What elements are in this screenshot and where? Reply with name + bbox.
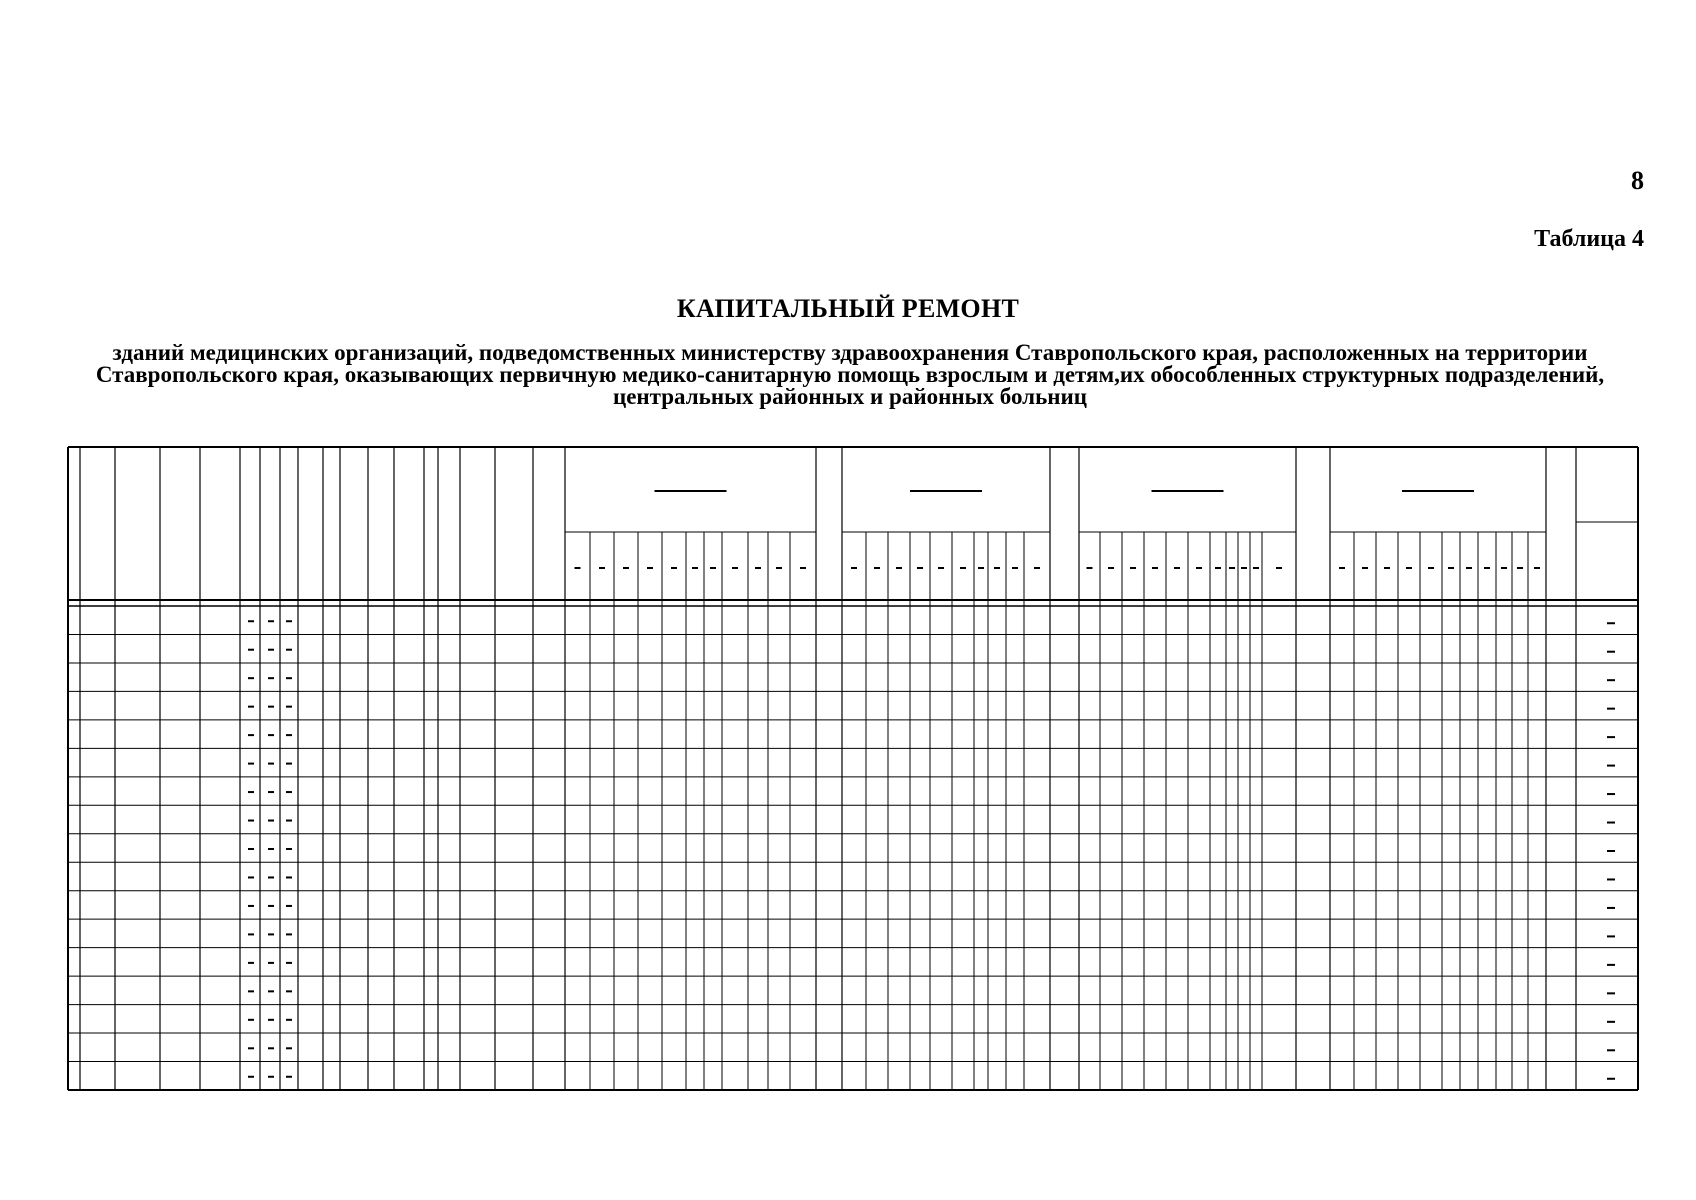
header-mark bbox=[917, 567, 923, 569]
cell-mark bbox=[268, 763, 274, 765]
cell-mark bbox=[248, 677, 254, 679]
cell-mark bbox=[248, 1076, 254, 1078]
cell-mark bbox=[268, 677, 274, 679]
cell-mark bbox=[286, 848, 292, 850]
header-mark bbox=[1501, 567, 1507, 569]
cell-mark bbox=[268, 1019, 274, 1021]
cell-mark bbox=[1607, 964, 1615, 966]
header-mark bbox=[1466, 567, 1472, 569]
header-mark bbox=[575, 567, 581, 569]
cell-mark bbox=[268, 791, 274, 793]
header-mark bbox=[851, 567, 857, 569]
header-mark bbox=[1406, 567, 1412, 569]
header-mark bbox=[623, 567, 629, 569]
header-mark bbox=[599, 567, 605, 569]
cell-mark bbox=[268, 962, 274, 964]
header-mark bbox=[1428, 567, 1434, 569]
cell-mark bbox=[286, 933, 292, 935]
cell-mark bbox=[248, 1019, 254, 1021]
header-mark bbox=[1384, 567, 1390, 569]
cell-mark bbox=[248, 649, 254, 651]
header-mark bbox=[692, 567, 698, 569]
header-mark bbox=[755, 567, 761, 569]
cell-mark bbox=[1607, 907, 1615, 909]
cell-mark bbox=[1607, 736, 1615, 738]
cell-mark bbox=[286, 649, 292, 651]
header-mark bbox=[874, 567, 880, 569]
header-mark bbox=[938, 567, 944, 569]
cell-mark bbox=[268, 848, 274, 850]
cell-mark bbox=[286, 876, 292, 878]
cell-mark bbox=[286, 706, 292, 708]
cell-mark bbox=[1607, 1021, 1615, 1023]
group-header-mark bbox=[655, 490, 727, 492]
header-mark bbox=[1241, 567, 1247, 569]
cell-mark bbox=[268, 620, 274, 622]
cell-mark bbox=[1607, 708, 1615, 710]
table-label: Таблица 4 bbox=[1534, 226, 1644, 252]
cell-mark bbox=[286, 820, 292, 822]
cell-mark bbox=[248, 763, 254, 765]
header-mark bbox=[1087, 567, 1093, 569]
header-mark bbox=[1034, 567, 1040, 569]
cell-mark bbox=[268, 1076, 274, 1078]
cell-mark bbox=[1607, 992, 1615, 994]
header-mark bbox=[1339, 567, 1345, 569]
group-header-mark bbox=[1152, 490, 1224, 492]
cell-mark bbox=[248, 791, 254, 793]
cell-mark bbox=[286, 1019, 292, 1021]
cell-mark bbox=[248, 820, 254, 822]
cell-mark bbox=[1607, 651, 1615, 653]
header-mark bbox=[1130, 567, 1136, 569]
header-mark bbox=[1229, 567, 1235, 569]
header-mark bbox=[710, 567, 716, 569]
cell-mark bbox=[286, 763, 292, 765]
cell-mark bbox=[248, 933, 254, 935]
header-mark bbox=[994, 567, 1000, 569]
header-mark bbox=[1517, 567, 1523, 569]
cell-mark bbox=[286, 734, 292, 736]
header-mark bbox=[1276, 567, 1282, 569]
cell-mark bbox=[286, 962, 292, 964]
header-mark bbox=[647, 567, 653, 569]
header-mark bbox=[1534, 567, 1540, 569]
group-header-mark bbox=[910, 490, 982, 492]
header-mark bbox=[1012, 567, 1018, 569]
cell-mark bbox=[248, 620, 254, 622]
cell-mark bbox=[268, 649, 274, 651]
header-mark bbox=[732, 567, 738, 569]
cell-mark bbox=[1607, 822, 1615, 824]
header-mark bbox=[1253, 567, 1259, 569]
header-mark bbox=[1362, 567, 1368, 569]
cell-mark bbox=[268, 734, 274, 736]
cell-mark bbox=[286, 791, 292, 793]
cell-mark bbox=[248, 905, 254, 907]
group-header-mark bbox=[1402, 490, 1474, 492]
cell-mark bbox=[1607, 679, 1615, 681]
cell-mark bbox=[248, 962, 254, 964]
header-mark bbox=[896, 567, 902, 569]
header-mark bbox=[1196, 567, 1202, 569]
cell-mark bbox=[1607, 765, 1615, 767]
header-mark bbox=[1174, 567, 1180, 569]
cell-mark bbox=[268, 876, 274, 878]
document-subtitle: зданий медицинских организаций, подведомственных министерству здравоохранения Ставропольского края, расположенных на территории Ставропольского края, оказывающих первичную медико-санитарную помощь взрослым и детям,их обособленных структурных подразделений, центральных районных и районных больниц bbox=[95, 340, 1605, 409]
header-mark bbox=[1484, 567, 1490, 569]
cell-mark bbox=[268, 933, 274, 935]
cell-mark bbox=[248, 706, 254, 708]
header-mark bbox=[960, 567, 966, 569]
cell-mark bbox=[286, 990, 292, 992]
cell-mark bbox=[268, 1047, 274, 1049]
header-mark bbox=[1448, 567, 1454, 569]
cell-mark bbox=[248, 990, 254, 992]
cell-mark bbox=[268, 905, 274, 907]
cell-mark bbox=[248, 876, 254, 878]
header-mark bbox=[1108, 567, 1114, 569]
page-number: 8 bbox=[1631, 166, 1644, 195]
cell-mark bbox=[268, 990, 274, 992]
header-mark bbox=[1152, 567, 1158, 569]
header-mark bbox=[800, 567, 806, 569]
header-mark bbox=[776, 567, 782, 569]
header-mark bbox=[978, 567, 984, 569]
cell-mark bbox=[1607, 850, 1615, 852]
cell-mark bbox=[268, 820, 274, 822]
cell-mark bbox=[248, 1047, 254, 1049]
cell-mark bbox=[268, 706, 274, 708]
cell-mark bbox=[286, 620, 292, 622]
cell-mark bbox=[1607, 622, 1615, 624]
header-mark bbox=[671, 567, 677, 569]
cell-mark bbox=[286, 677, 292, 679]
cell-mark bbox=[1607, 793, 1615, 795]
header-mark bbox=[1215, 567, 1221, 569]
cell-mark bbox=[1607, 935, 1615, 937]
cell-mark bbox=[286, 1076, 292, 1078]
cell-mark bbox=[1607, 1049, 1615, 1051]
cell-mark bbox=[248, 734, 254, 736]
cell-mark bbox=[286, 905, 292, 907]
document-title: КАПИТАЛЬНЫЙ РЕМОНТ bbox=[676, 294, 1020, 323]
cell-mark bbox=[286, 1047, 292, 1049]
cell-mark bbox=[1607, 1078, 1615, 1080]
cell-mark bbox=[1607, 878, 1615, 880]
cell-mark bbox=[248, 848, 254, 850]
